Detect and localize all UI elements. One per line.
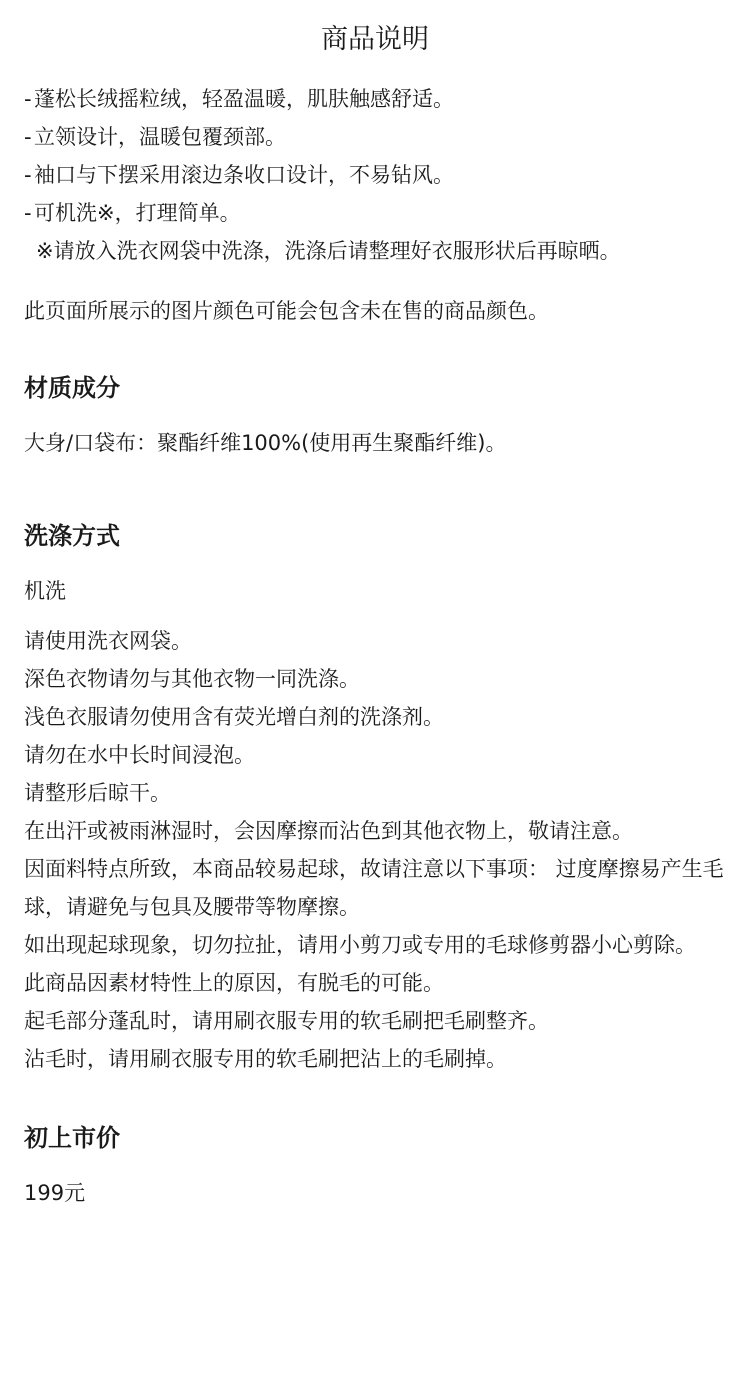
care-instruction: 沾毛时，请用刷衣服专用的软毛刷把沾上的毛刷掉。 bbox=[24, 1047, 507, 1071]
material-section bbox=[24, 370, 726, 462]
washing-heading: 洗涤方式 bbox=[24, 522, 120, 550]
care-instruction: 浅色衣服请勿使用含有荧光增白剂的洗涤剂。 bbox=[24, 705, 444, 729]
care-instruction: 在出汗或被雨淋湿时，会因摩擦而沾色到其他衣物上，敬请注意。 bbox=[24, 819, 633, 843]
price-value: 199元 bbox=[24, 1181, 86, 1205]
care-instruction: 深色衣物请勿与其他衣物一同洗涤。 bbox=[24, 667, 360, 691]
care-instruction: 此商品因素材特性上的原因，有脱毛的可能。 bbox=[24, 971, 444, 995]
page-title: 商品说明 bbox=[321, 24, 429, 55]
care-instruction: 因面料特点所致，本商品较易起球，故请注意以下事项： 过度摩擦易产生毛球，请避免与包具及腰带等物摩擦。 bbox=[24, 857, 724, 919]
care-instruction: 请整形后晾干。 bbox=[24, 781, 171, 805]
feature-item: - 袖口与下摆采用滚边条收口设计，不易钻风。 bbox=[24, 156, 726, 194]
material-text: 大身/口袋布：聚酯纤维100%(使用再生聚酯纤维)。 bbox=[24, 431, 507, 455]
washing-note: ※请放入洗衣网袋中洗涤，洗涤后请整理好衣服形状后再晾晒。 bbox=[36, 239, 621, 263]
washing-method: 机洗 bbox=[24, 579, 66, 603]
material-heading: 材质成分 bbox=[24, 374, 120, 402]
care-instruction: 请使用洗衣网袋。 bbox=[24, 629, 192, 653]
color-notice: 此页面所展示的图片颜色可能会包含未在售的商品颜色。 bbox=[24, 299, 549, 323]
washing-section bbox=[24, 518, 726, 1078]
price-heading: 初上市价 bbox=[24, 1124, 120, 1152]
care-instruction: 起毛部分蓬乱时，请用刷衣服专用的软毛刷把毛刷整齐。 bbox=[24, 1009, 549, 1033]
care-instruction: 请勿在水中长时间浸泡。 bbox=[24, 743, 255, 767]
feature-item: - 可机洗※，打理简单。 bbox=[24, 194, 726, 232]
price-section bbox=[24, 1120, 726, 1212]
feature-item: - 蓬松长绒摇粒绒，轻盈温暖，肌肤触感舒适。 bbox=[24, 80, 726, 118]
feature-item: - 立领设计，温暖包覆颈部。 bbox=[24, 118, 726, 156]
care-instruction-list bbox=[24, 622, 726, 1078]
feature-list bbox=[24, 80, 726, 232]
care-instruction: 如出现起球现象，切勿拉扯，请用小剪刀或专用的毛球修剪器小心剪除。 bbox=[24, 933, 696, 957]
